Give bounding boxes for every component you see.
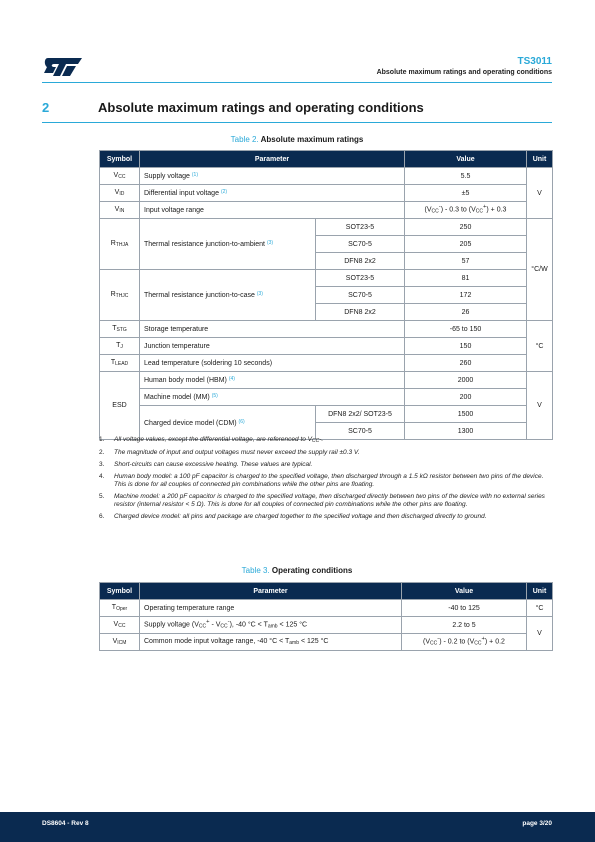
unit-cell: °C: [527, 321, 553, 372]
absolute-max-ratings-table: [99, 150, 553, 440]
operating-conditions-table: [99, 582, 553, 651]
value-cell: 57: [405, 253, 527, 270]
section-divider: [42, 122, 552, 123]
table-row: [100, 389, 553, 406]
value-cell: 5.5: [405, 168, 527, 185]
header-unit: Unit: [527, 583, 553, 600]
package-cell: SC70-5: [316, 287, 405, 304]
unit-cell: V: [527, 617, 553, 651]
package-cell: SC70-5: [316, 423, 405, 440]
note-item: 1. All voltage values, except the differential voltage, are referenced to $V_{CC}-$.: [99, 436, 324, 444]
symbol-cell: $V_{IN}$: [100, 202, 140, 219]
parameter-cell: Charged device model (CDM) $^{(6)}$: [140, 406, 316, 440]
table-row: [100, 600, 553, 617]
package-cell: SC70-5: [316, 236, 405, 253]
table-notes: [99, 436, 551, 525]
value-cell: 205: [405, 236, 527, 253]
header-subtitle: Absolute maximum ratings and operating conditions: [376, 69, 552, 76]
value-cell: 2.2 to 5: [402, 617, 527, 634]
symbol-cell: $T_{Oper}$: [100, 600, 140, 617]
symbol-cell: $V_{ICM}$: [100, 634, 140, 651]
note-item: 4. Human body model: a 100 pF capacitor is charged to the specified voltage, then discharged through a 1.5 kΩ resistor between two pins of the device. This is done for all couples of connected pin combinations while the other pins are floating.: [99, 473, 544, 488]
table-row: [100, 321, 553, 338]
symbol-cell: ESD: [100, 372, 140, 440]
value-cell: -65 to 150: [405, 321, 527, 338]
table-row: [100, 219, 553, 236]
parameter-cell: Junction temperature: [140, 338, 405, 355]
value-cell: 150: [405, 338, 527, 355]
header-unit: Unit: [527, 151, 553, 168]
value-cell: 260: [405, 355, 527, 372]
symbol-cell: $R_{THJC}$: [100, 270, 140, 321]
symbol-cell: $V_{CC}$: [100, 617, 140, 634]
st-logo: [42, 56, 84, 78]
note-item: 5. Machine model: a 200 pF capacitor is charged to the specified voltage, then discharged directly between two pins of the device with no external series resistor (internal resistor < 5 Ω). This is done for all couples of connected pin combinations while the other pins are floating.: [99, 493, 545, 508]
parameter-cell: Machine model (MM) $^{(5)}$: [140, 389, 405, 406]
symbol-cell: $T_{LEAD}$: [100, 355, 140, 372]
package-cell: DFN8 2x2/ SOT23-5: [316, 406, 405, 423]
package-cell: DFN8 2x2: [316, 304, 405, 321]
value-cell: 26: [405, 304, 527, 321]
parameter-cell: Supply voltage $^{(1)}$: [140, 168, 405, 185]
header-parameter: Parameter: [140, 583, 402, 600]
symbol-cell: $V_{CC}$: [100, 168, 140, 185]
unit-cell: V: [527, 168, 553, 219]
header-value: Value: [405, 151, 527, 168]
unit-cell: °C/W: [527, 219, 553, 321]
product-name: TS3011: [517, 56, 552, 67]
section-title: Absolute maximum ratings and operating conditions: [98, 100, 424, 115]
parameter-cell: Common mode input voltage range, -40 $^\circ C < T_{amb} < 125$ °C: [140, 634, 402, 651]
table-row: [100, 634, 553, 651]
value-cell: 172: [405, 287, 527, 304]
unit-cell: °C: [527, 600, 553, 617]
symbol-cell: $T_J$: [100, 338, 140, 355]
table-row: [100, 406, 553, 423]
package-cell: SOT23-5: [316, 219, 405, 236]
note-item: 3. Short-circuits can cause excessive heating. These values are typical.: [99, 461, 313, 468]
parameter-cell: Thermal resistance junction-to-case $^{(3)}$: [140, 270, 316, 321]
package-cell: DFN8 2x2: [316, 253, 405, 270]
table2-caption: Table 2. Absolute maximum ratings: [230, 135, 364, 144]
value-cell: $(V_{CC}^-) - 0.2$ to $(V_{CC}^+) + 0.2$: [402, 634, 527, 651]
table-row: [100, 372, 553, 389]
unit-cell: V: [527, 372, 553, 440]
symbol-cell: $T_{STG}$: [100, 321, 140, 338]
value-cell: 81: [405, 270, 527, 287]
value-cell: 1300: [405, 423, 527, 440]
section-number: 2: [42, 100, 50, 115]
parameter-cell: Thermal resistance junction-to-ambient $^{(3)}$: [140, 219, 316, 270]
parameter-cell: Storage temperature: [140, 321, 405, 338]
value-cell: 1500: [405, 406, 527, 423]
table-header-row: [100, 583, 553, 600]
value-cell: -40 to 125: [402, 600, 527, 617]
parameter-cell: Human body model (HBM) $^{(4)}$: [140, 372, 405, 389]
note-item: 2. The magnitude of input and output voltages must never exceed the supply rail ±0.3 V.: [99, 449, 360, 456]
table-row: [100, 617, 553, 634]
parameter-cell: Lead temperature (soldering 10 seconds): [140, 355, 405, 372]
package-cell: SOT23-5: [316, 270, 405, 287]
table-row: [100, 338, 553, 355]
table-row: [100, 270, 553, 287]
table-row: [100, 168, 553, 185]
parameter-cell: Supply voltage $(V_{CC}^+ - V_{CC}^-)$, -40 $^\circ C < T_{amb} < 125$ °C: [140, 617, 402, 634]
table-row: [100, 355, 553, 372]
parameter-cell: Operating temperature range: [140, 600, 402, 617]
page-number: page 3/20: [522, 820, 552, 827]
header-symbol: Symbol: [100, 583, 140, 600]
value-cell: 250: [405, 219, 527, 236]
section-heading: [42, 100, 552, 118]
note-item: 6. Charged device model: all pins and package are charged together to the specified voltage and then discharged directly to ground.: [99, 513, 487, 520]
symbol-cell: $R_{THJA}$: [100, 219, 140, 270]
parameter-cell: Input voltage range: [140, 202, 405, 219]
document-revision: DS8604 - Rev 8: [42, 820, 89, 827]
table3-caption: Table 3. Operating conditions: [241, 566, 353, 575]
header-symbol: Symbol: [100, 151, 140, 168]
header-divider: [42, 82, 552, 83]
value-cell: $(V_{CC}^-) - 0.3$ to $(V_{CC}^+) + 0.3$: [405, 202, 527, 219]
symbol-cell: $V_{ID}$: [100, 185, 140, 202]
value-cell: ±5: [405, 185, 527, 202]
value-cell: 2000: [405, 372, 527, 389]
header-parameter: Parameter: [140, 151, 405, 168]
table-row: [100, 185, 553, 202]
table-row: [100, 202, 553, 219]
table-header-row: [100, 151, 553, 168]
page-footer: [0, 812, 595, 842]
value-cell: 200: [405, 389, 527, 406]
header-value: Value: [402, 583, 527, 600]
parameter-cell: Differential input voltage $^{(2)}$: [140, 185, 405, 202]
page-header: [377, 56, 552, 78]
